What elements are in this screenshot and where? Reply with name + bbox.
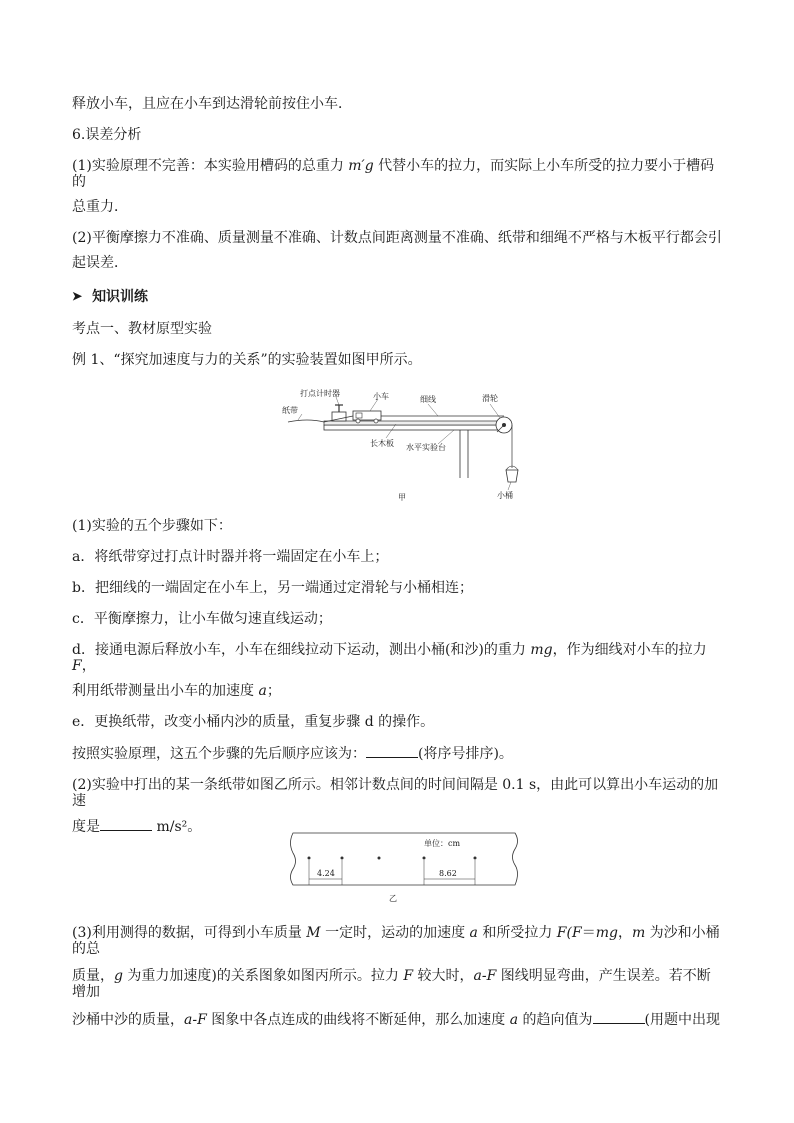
- tape-unit-label: 单位：cm: [424, 839, 461, 848]
- figure-caption-yi: 乙: [389, 894, 397, 903]
- step-e: e．更换纸带，改变小桶内沙的质量，重复步骤 d 的操作。: [72, 714, 435, 730]
- question-3-cont-2: 沙桶中沙的质量，a-F 图象中各点连成的曲线将不断延伸，那么加速度 a 的趋向值为 (用题中出现: [72, 1012, 720, 1028]
- label-board: 长木板: [370, 439, 394, 448]
- step-d-cont: 利用纸带测量出小车的加速度 a；: [72, 683, 281, 699]
- paper-tape-diagram: [287, 827, 522, 907]
- arrow-bullet-icon: ➤: [72, 289, 83, 303]
- table-top: [324, 425, 504, 430]
- apparatus-diagram: [278, 388, 538, 503]
- example-1-intro: 例 1、“探究加速度与力的关系”的实验装置如图甲所示。: [72, 352, 422, 368]
- step-d: d．接通电源后释放小车，小车在细线拉动下运动，测出小桶(和沙)的重力 mg，作为细线对小车的拉力 F，: [72, 642, 712, 674]
- tape-dot: [308, 857, 311, 860]
- question-2: (2)实验中打出的某一条纸带如图乙所示。相邻计数点间的时间间隔是 0.1 s，由此可以算出小车运动的加速: [72, 777, 719, 809]
- question-block: [72, 518, 724, 850]
- figure-caption-jia: 甲: [398, 493, 406, 502]
- step-c: c．平衡摩擦力，让小车做匀速直线运动；: [72, 611, 332, 627]
- question-1-intro: (1)实验的五个步骤如下：: [72, 518, 232, 534]
- label-cart: 小车: [373, 392, 389, 401]
- section-heading: ➤ 知识训练: [72, 289, 149, 305]
- label-thread: 细线: [420, 395, 436, 404]
- step-a: a．将纸带穿过打点计时器并将一端固定在小车上；: [72, 549, 389, 565]
- question-3-block: [72, 925, 724, 1043]
- error-analysis-title: 6.误差分析: [72, 127, 142, 143]
- release-text: 释放小车，且应在小车到达滑轮前按住小车．: [72, 96, 352, 112]
- question-3: (3)利用测得的数据，可得到小车质量 M 一定时，运动的加速度 a 和所受拉力 F(F＝mg，m 为沙和小桶的总: [72, 925, 720, 957]
- document-body: [72, 96, 724, 383]
- tape-dot: [474, 857, 477, 860]
- bucket-icon: [506, 470, 518, 482]
- label-timer: 打点计时器: [300, 389, 340, 398]
- topic-title: 考点一、教材原型实验: [72, 321, 212, 337]
- label-pulley: 滑轮: [482, 394, 498, 403]
- answer-blank-limit[interactable]: [593, 1011, 645, 1024]
- label-bucket: 小桶: [497, 491, 513, 500]
- tape-dot: [341, 857, 344, 860]
- question-3-cont-1: 质量，g 为重力加速度)的关系图象如图丙所示。拉力 F 较大时，a-F 图线明显弯曲，产生误差。若不断增加: [72, 968, 711, 1000]
- order-question: 按照实验原理，这五个步骤的先后顺序应该为： (将序号排序)。: [72, 746, 513, 762]
- distance-2: 8.62: [439, 869, 457, 878]
- error-item-1: (1)实验原理不完善：本实验用槽码的总重力 m′g 代替小车的拉力，而实际上小车所受的拉力要小于槽码的: [72, 158, 715, 190]
- distance-1: 4.24: [317, 869, 335, 878]
- error-item-2: (2)平衡摩擦力不准确、质量测量不准确、计数点间距离测量不准确、纸带和细绳不严格与木板平行都会引: [72, 230, 722, 246]
- error-item-1-cont: 总重力．: [72, 199, 128, 215]
- question-2-cont: 度是 m/s²。: [72, 819, 202, 835]
- long-board: [324, 421, 502, 425]
- answer-blank-acceleration[interactable]: [100, 818, 152, 831]
- tape-dot: [378, 857, 381, 860]
- label-table: 水平实验台: [406, 443, 446, 452]
- label-tape: 纸带: [282, 406, 298, 415]
- error-item-2-cont: 起误差．: [72, 255, 128, 271]
- tape-dot: [423, 857, 426, 860]
- answer-blank-order[interactable]: [366, 745, 418, 758]
- cart-icon: [353, 411, 381, 420]
- step-b: b．把细线的一端固定在小车上，另一端通过定滑轮与小桶相连；: [72, 580, 473, 596]
